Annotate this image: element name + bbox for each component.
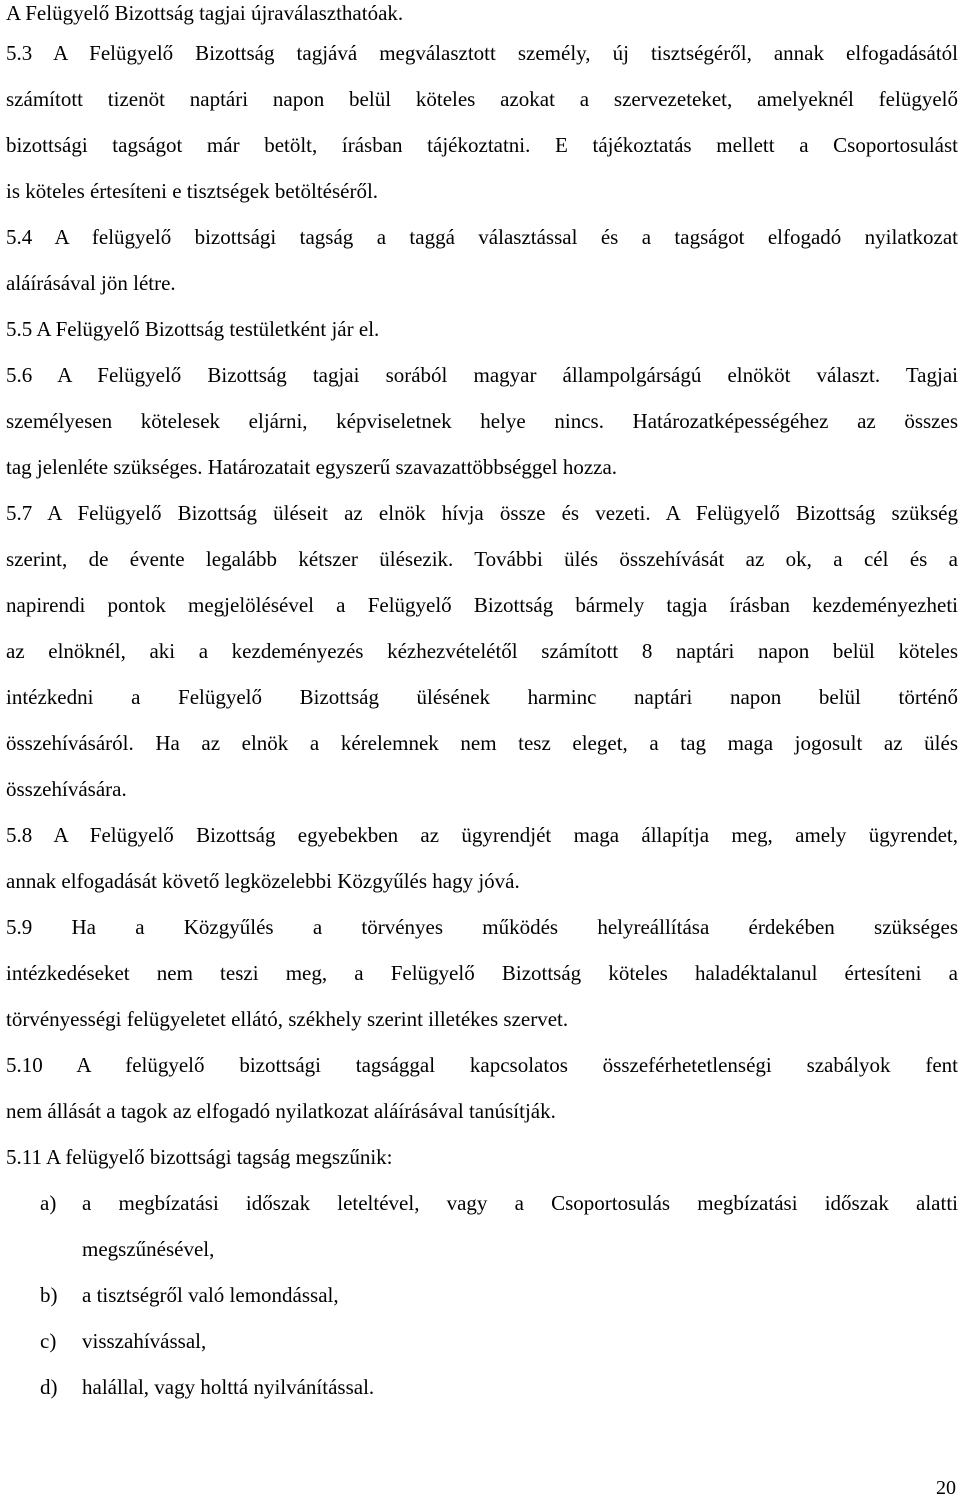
text-line: nem állását a tagok az elfogadó nyilatkozat aláírásával tanúsítják. (6, 1099, 556, 1123)
text-line: személyesen kötelesek eljárni, képviseletnek helye nincs. Határozatképességéhez az összes (6, 409, 958, 433)
list-item (6, 1318, 958, 1364)
text-line: intézkedni a Felügyelő Bizottság ülésének harminc naptári napon belül történő (6, 685, 958, 709)
list-item-continuation: megszűnésével, (82, 1237, 215, 1261)
text-line: A Felügyelő Bizottság tagjai újraválaszthatóak. (6, 1, 404, 25)
text-line: tag jelenléte szükséges. Határozatait egyszerű szavazattöbbséggel hozza. (6, 455, 618, 479)
text-line: 5.4 A felügyelő bizottsági tagság a taggá választással és a tagságot elfogadó nyilatkozat (6, 225, 958, 249)
list-item-text: a tisztségről való lemondással, (82, 1283, 339, 1307)
list-marker: b) (40, 1283, 58, 1307)
text-line: 5.9 Ha a Közgyűlés a törvényes működés helyreállítása érdekében szükséges (6, 915, 958, 939)
text-line: aláírásával jön létre. (6, 271, 176, 295)
list-marker: a) (40, 1191, 57, 1215)
text-line: 5.6 A Felügyelő Bizottság tagjai sorából magyar állampolgárságú elnököt választ. Tagjai (6, 363, 958, 387)
list-item (6, 1272, 958, 1318)
text-line: összehívására. (6, 777, 127, 801)
list-item-text: a megbízatási időszak leteltével, vagy a Csoportosulás megbízatási időszak alatti (82, 1191, 958, 1215)
text-line: 5.11 A felügyelő bizottsági tagság megszűnik: (6, 1145, 393, 1169)
text-line: összehívásáról. Ha az elnök a kérelemnek nem tesz eleget, a tag maga jogosult az ülés (6, 731, 958, 755)
text-line: szerint, de évente legalább kétszer ülésezik. További ülés összehívását az ok, a cél és a (6, 547, 958, 571)
text-line: az elnöknél, aki a kezdeményezés kézhezvételétől számított 8 naptári napon belül köteles (6, 639, 958, 663)
list-marker: d) (40, 1375, 58, 1399)
list-item (6, 1364, 958, 1410)
text-line: 5.8 A Felügyelő Bizottság egyebekben az ügyrendjét maga állapítja meg, amely ügyrendet, (6, 823, 958, 847)
list-item-text: halállal, vagy holttá nyilvánítással. (82, 1375, 375, 1399)
text-line: 5.3 A Felügyelő Bizottság tagjává megválasztott személy, új tisztségéről, annak elfogadásától (6, 41, 958, 65)
page-number: 20 (936, 1477, 956, 1499)
text-line: napirendi pontok megjelölésével a Felügyelő Bizottság bármely tagja írásban kezdeményezheti (6, 593, 958, 617)
list-item-text: visszahívással, (82, 1329, 207, 1353)
text-line: intézkedéseket nem teszi meg, a Felügyelő Bizottság köteles haladéktalanul értesíteni a (6, 961, 958, 985)
list-item (6, 1180, 958, 1226)
text-line: bizottsági tagságot már betölt, írásban tájékoztatni. E tájékoztatás mellett a Csoportosulást (6, 133, 958, 157)
text-line: 5.7 A Felügyelő Bizottság üléseit az elnök hívja össze és vezeti. A Felügyelő Bizottság szükség (6, 501, 958, 525)
text-line: annak elfogadását követő legközelebbi Közgyűlés hagy jóvá. (6, 869, 520, 893)
text-line: is köteles értesíteni e tisztségek betöltéséről. (6, 179, 379, 203)
document-page (6, 0, 958, 1410)
list-marker: c) (40, 1329, 57, 1353)
text-line: számított tizenöt naptári napon belül köteles azokat a szervezeteket, amelyeknél felügyelő (6, 87, 958, 111)
text-line: 5.5 A Felügyelő Bizottság testületként jár el. (6, 317, 380, 341)
text-line: 5.10 A felügyelő bizottsági tagsággal kapcsolatos összeférhetetlenségi szabályok fent (6, 1053, 958, 1077)
text-line: törvényességi felügyeletet ellátó, székhely szerint illetékes szervet. (6, 1007, 569, 1031)
